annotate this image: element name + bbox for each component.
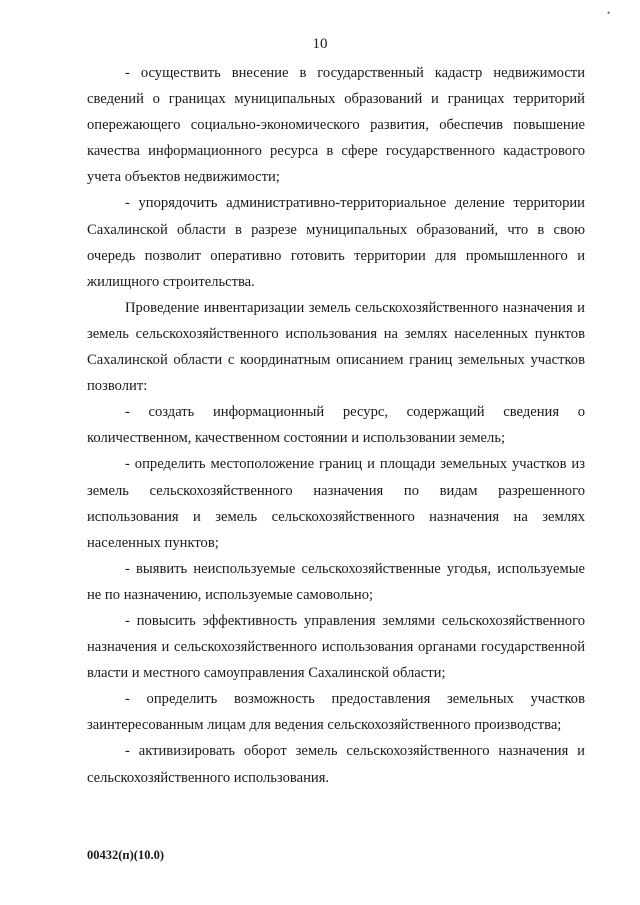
paragraph: Проведение инвентаризации земель сельскохозяйственного назначения и земель сельскохозяйственного использования на землях населенных пунктов Сахалинской области с координатным описанием границ земельных участков позволит: bbox=[87, 299, 585, 395]
scan-mark: • bbox=[607, 8, 611, 18]
paragraph: - создать информационный ресурс, содержащий сведения о количественном, качественном состоянии и использовании земель; bbox=[87, 404, 585, 447]
document-body bbox=[87, 60, 585, 791]
page-number: 10 bbox=[312, 36, 328, 52]
paragraph: - определить местоположение границ и площади земельных участков из земель сельскохозяйственного назначения по видам разрешенного использования и земель сельскохозяйственного назначения на землях населенных пунктов; bbox=[87, 456, 585, 551]
paragraph: - осуществить внесение в государственный кадастр недвижимости сведений о границах муниципальных образований и границах территорий опережающего социально-экономического развития, обеспечив повышение качества информационного ресурса в сфере государственного кадастрового учета объектов недвижимости; bbox=[87, 65, 585, 186]
paragraph: - активизировать оборот земель сельскохозяйственного назначения и сельскохозяйственного использования. bbox=[87, 743, 585, 786]
paragraph: - определить возможность предоставления земельных участков заинтересованным лицам для ведения сельскохозяйственного производства; bbox=[87, 691, 585, 734]
paragraph: - выявить неиспользуемые сельскохозяйственные угодья, используемые не по назначению, используемые самовольно; bbox=[87, 560, 585, 603]
paragraph: - упорядочить административно-территориальное деление территории Сахалинской области в разрезе муниципальных образований, что в свою очередь позволит оперативно готовить территории для промышленного и жилищного строительства. bbox=[87, 195, 585, 290]
document-code: 00432(п)(10.0) bbox=[87, 848, 164, 862]
paragraph: - повысить эффективность управления землями сельскохозяйственного назначения и сельскохозяйственного использования органами государственной власти и местного самоуправления Сахалинской области; bbox=[87, 612, 585, 682]
